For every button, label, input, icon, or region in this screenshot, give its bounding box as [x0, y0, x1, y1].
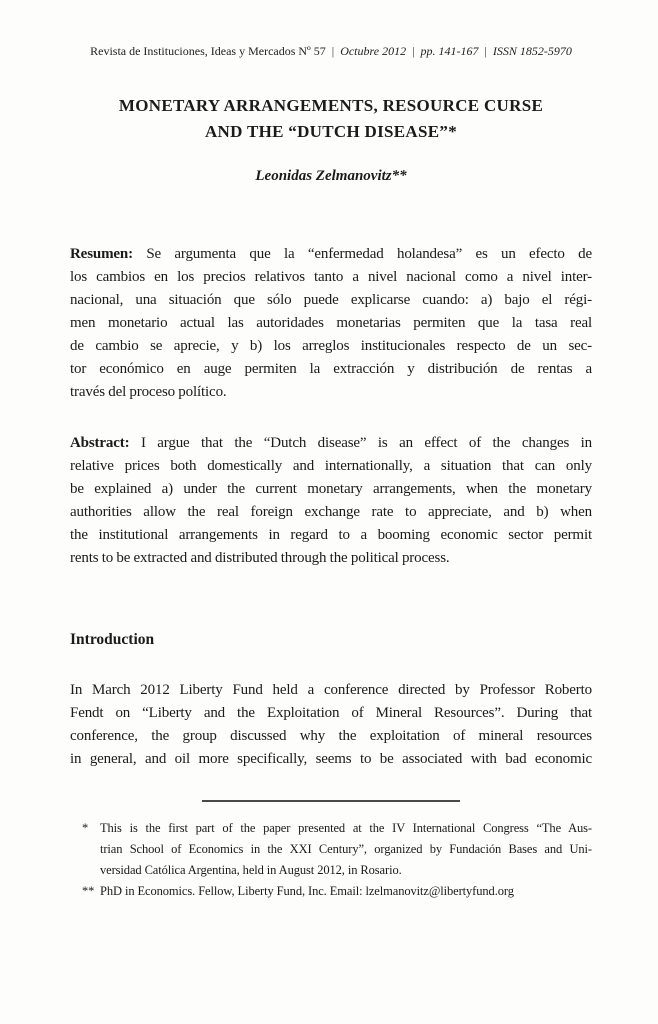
text-line: be explained a) under the current monetary arrangements, when the monetary: [70, 481, 592, 497]
header-separator: |: [484, 44, 487, 58]
footnote-1-last-line: versidad Católica Argentina, held in August 2012, in Rosario.: [100, 863, 402, 877]
resumen-paragraph: [70, 243, 592, 404]
footnote-1-lines: [100, 818, 592, 860]
footnote-2-marker: **: [82, 884, 95, 898]
header-separator: |: [331, 44, 335, 58]
text-line: trian School of Economics in the XXI Century”, organized by Fundación Bases and Uni-: [100, 842, 592, 856]
footnotes: [70, 818, 592, 902]
resumen-first-line-text: Se argumenta que la “enfermedad holandesa” es un efecto de: [132, 246, 592, 262]
resumen-lines: [70, 266, 592, 381]
abstract-paragraph: [70, 432, 592, 570]
journal-name: Revista de Instituciones, Ideas y Mercados Nº 57: [90, 44, 326, 58]
text-line: conference, the group discussed why the exploitation of mineral resources: [70, 728, 592, 744]
resumen-first-line: [70, 243, 592, 266]
text-line: Fendt on “Liberty and the Exploitation of Mineral Resources”. During that: [70, 705, 592, 721]
journal-header: [70, 44, 592, 59]
footnote-2-text: [100, 881, 592, 902]
text-line: the institutional arrangements in regard to a booming economic sector permit: [70, 527, 592, 543]
header-separator: |: [412, 44, 415, 58]
text-line: relative prices both domestically and internationally, a situation that can only: [70, 458, 592, 474]
article-title-line1: MONETARY ARRANGEMENTS, RESOURCE CURSE: [118, 96, 544, 115]
footnote-1: [70, 818, 592, 881]
text-line: de cambio se aprecie, y b) los arreglos institucionales respecto de un sec-: [70, 338, 592, 354]
text-line: tor económico en auge permiten la extracción y distribución de rentas a: [70, 361, 592, 377]
text-line: This is the first part of the paper presented at the IV International Congress “The Aus-: [100, 821, 592, 835]
introduction-heading: Introduction: [70, 631, 155, 648]
introduction-paragraph: [70, 679, 592, 771]
footnote-2-last-line: PhD in Economics. Fellow, Liberty Fund, Inc. Email: lzelmanovitz@libertyfund.org: [100, 884, 514, 898]
abstract-last-line: rents to be extracted and distributed through the political process.: [70, 550, 450, 566]
text-line: men monetario actual las autoridades monetarias permiten que la tasa real: [70, 315, 592, 331]
footnote-1-text: [100, 818, 592, 881]
text-line: In March 2012 Liberty Fund held a conference directed by Professor Roberto: [70, 682, 592, 698]
author-name: Leonidas Zelmanovitz**: [255, 168, 407, 184]
resumen-last-line: través del proceso político.: [70, 384, 227, 400]
introduction-lines: [70, 679, 592, 771]
text-line: los cambios en los precios relativos tanto a nivel nacional como a nivel inter-: [70, 269, 592, 285]
issue-date: Octubre 2012: [340, 44, 407, 58]
abstract-first-line-text: I argue that the “Dutch disease” is an effect of the changes in: [129, 435, 592, 451]
abstract-lines: [70, 455, 592, 547]
text-line: nacional, una situación que sólo puede explicarse cuando: a) bajo el régi-: [70, 292, 592, 308]
article-title-line2: AND THE “DUTCH DISEASE”*: [204, 122, 458, 141]
abstract-first-line: [70, 432, 592, 455]
footnote-2: [70, 881, 592, 902]
text-line: in general, and oil more specifically, seems to be associated with bad economic: [70, 751, 592, 767]
page-range: pp. 141-167: [420, 44, 479, 58]
resumen-label: Resumen:: [70, 246, 133, 262]
footnote-divider: [202, 800, 460, 802]
abstract-label: Abstract:: [70, 435, 130, 451]
article-title: [70, 93, 592, 145]
text-line: authorities allow the real foreign exchange rate to appreciate, and b) when: [70, 504, 592, 520]
footnote-1-marker: *: [82, 821, 89, 835]
issn: ISSN 1852-5970: [492, 44, 572, 58]
